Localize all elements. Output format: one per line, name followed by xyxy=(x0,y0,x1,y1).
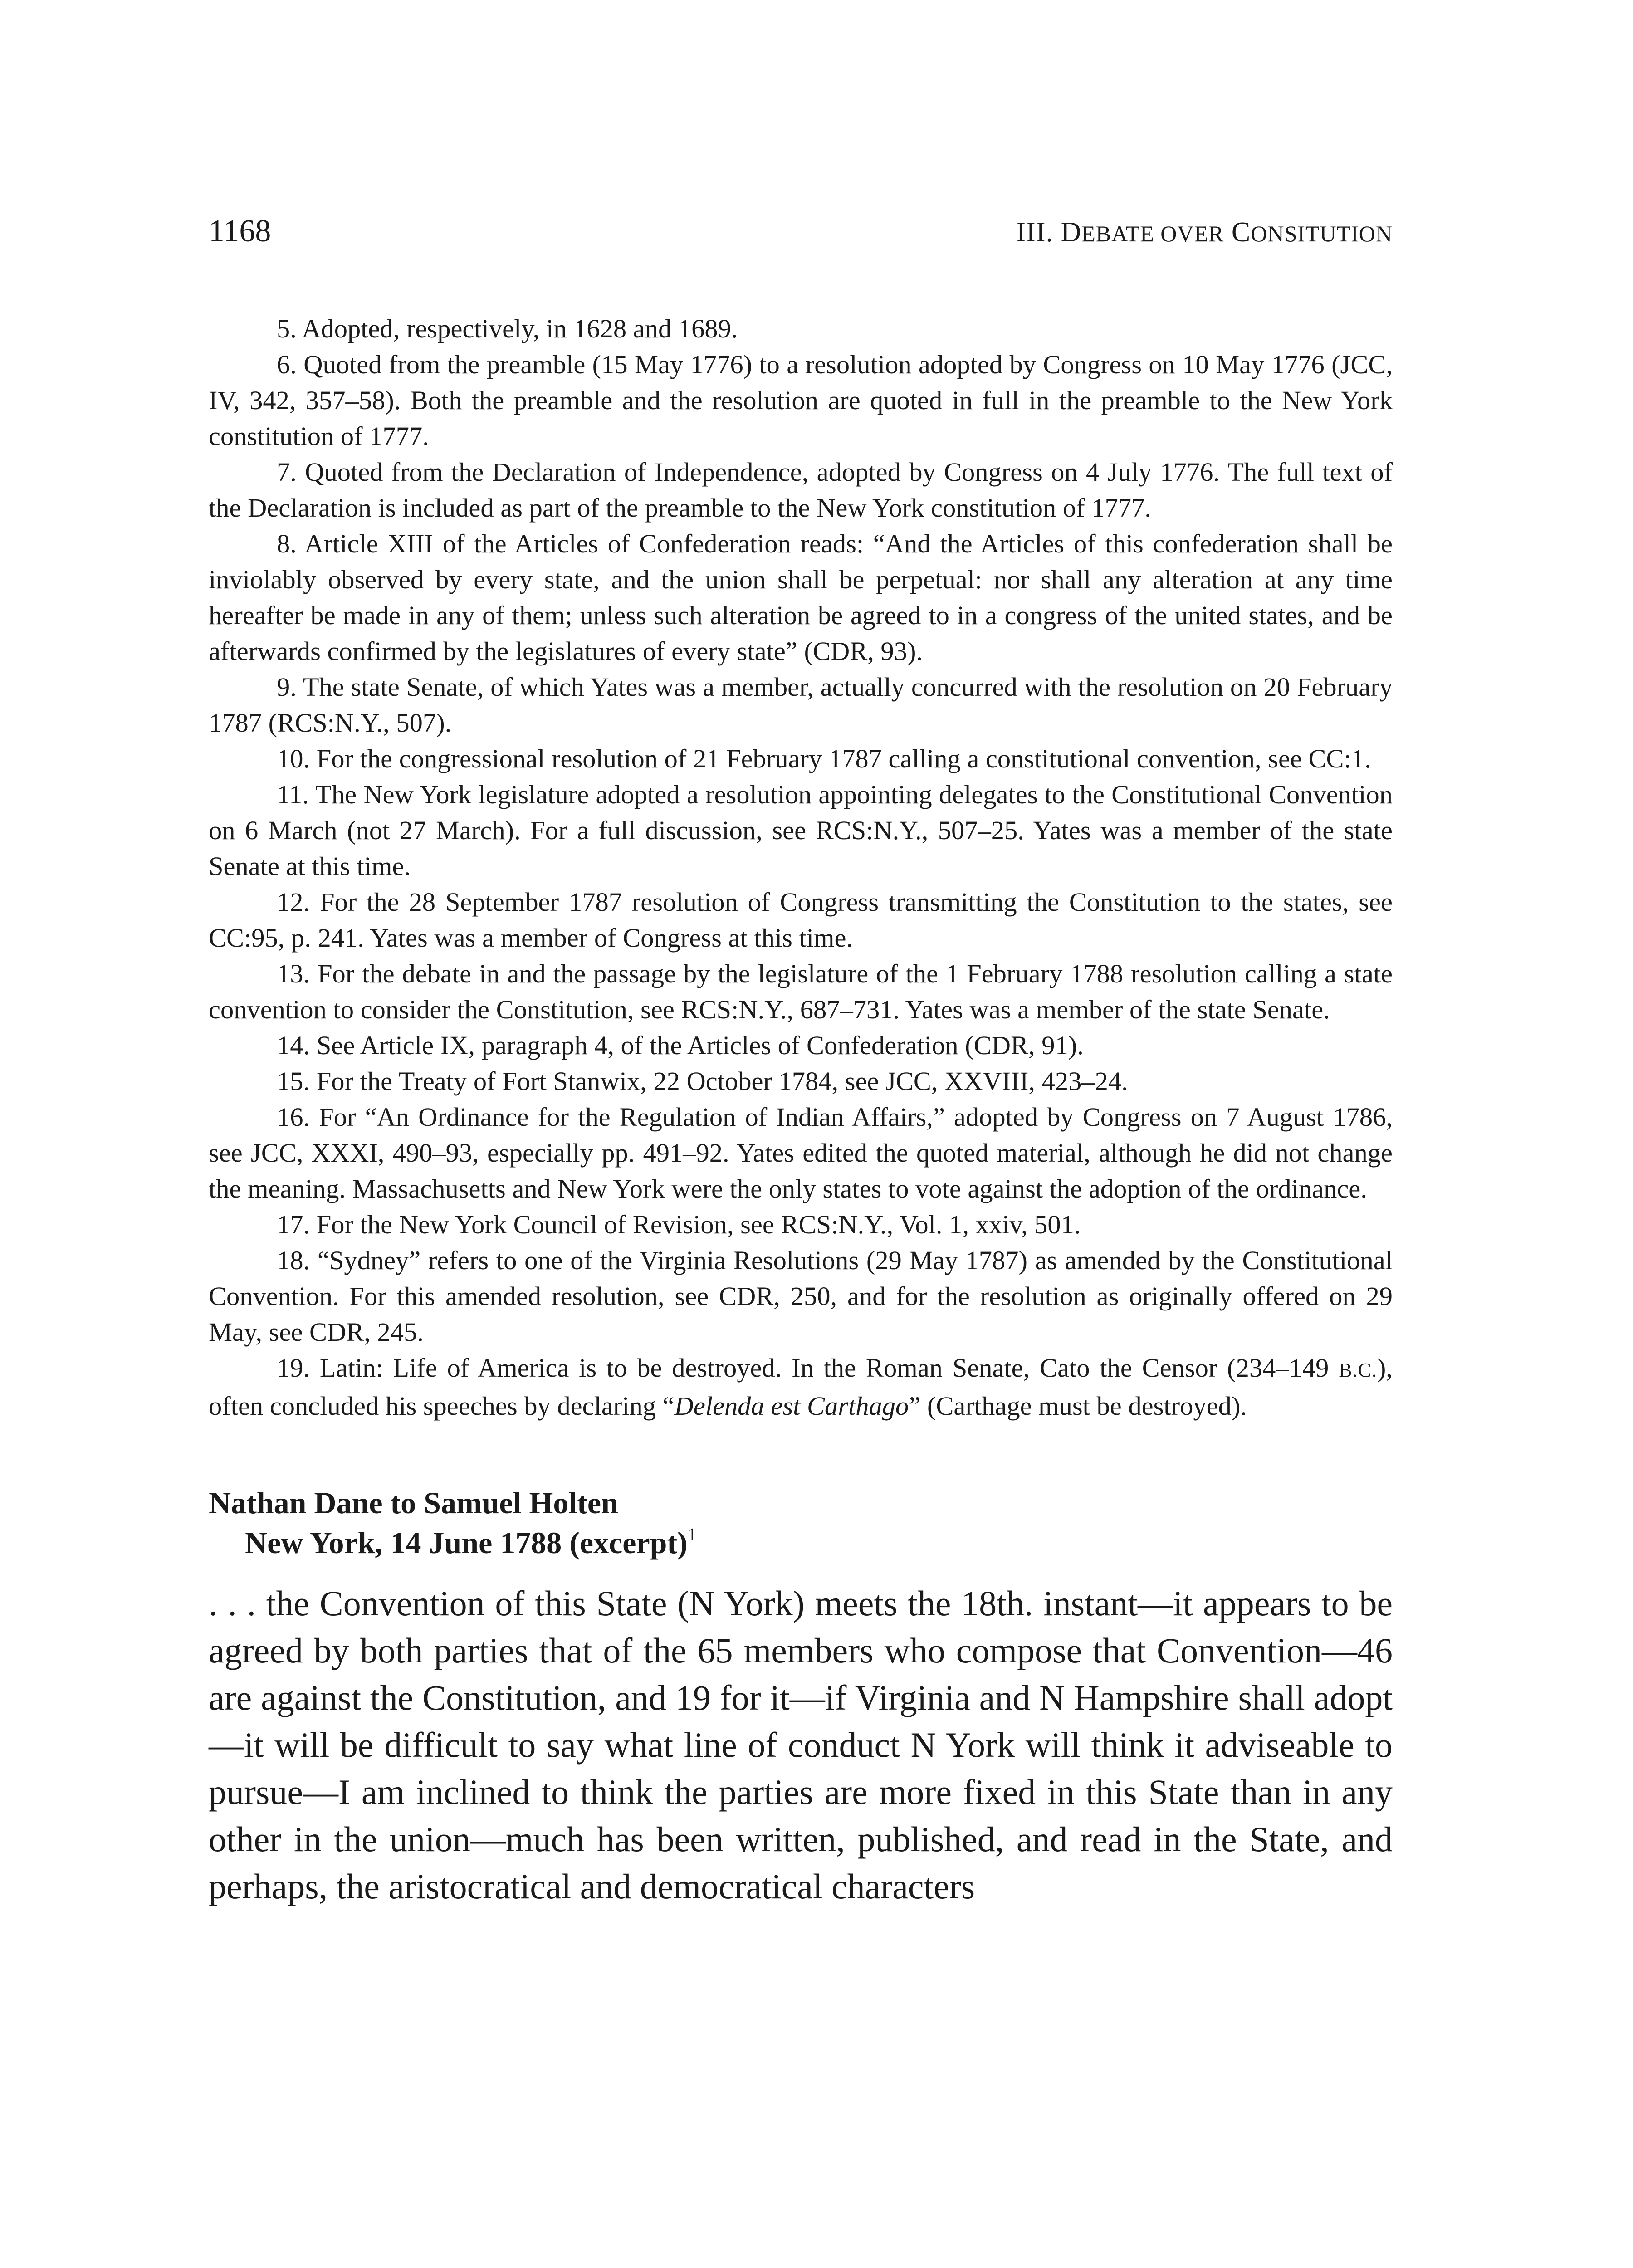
footnote-13: 13. For the debate in and the passage by the legislature of the 1 February 1788 resolution calling a state convention to consider the Constitution, see RCS:N.Y., 687–731. Yates was a member of the state Senate. xyxy=(209,959,1393,1024)
footnote-15: 15. For the Treaty of Fort Stanwix, 22 October 1784, see JCC, XXVIII, 423–24. xyxy=(277,1066,1128,1096)
footnote-10: 10. For the congressional resolution of 21 February 1787 calling a constitutional convention, see CC:1. xyxy=(277,744,1371,773)
footnote-17: 17. For the New York Council of Revision, see RCS:N.Y., Vol. 1, xxiv, 501. xyxy=(277,1210,1081,1239)
page-number: 1168 xyxy=(209,214,271,249)
footnote-16: 16. For “An Ordinance for the Regulation of Indian Affairs,” adopted by Congress on 7 August 1786, see JCC, XXXI, 490–93, especially pp. 491–92. Yates edited the quoted material, although he did not change the meaning. Massachusetts and New York were the only states to vote against the adoption of the ordinance. xyxy=(209,1102,1393,1203)
footnote-19: 19. Latin: Life of America is to be destroyed. In the Roman Senate, Cato the Censor (234–149 B.C.), often concluded his speeches by declaring “Delenda est Carthago” (Carthage must be destroyed). xyxy=(209,1353,1393,1421)
footnote-14: 14. See Article IX, paragraph 4, of the Articles of Confederation (CDR, 91). xyxy=(277,1031,1084,1060)
section-title: III. DEBATE OVER CONSITUTION xyxy=(1016,217,1393,248)
letter-date: New York, 14 June 1788 (excerpt)$^1$ xyxy=(245,1524,697,1560)
running-head xyxy=(209,213,1393,268)
footnote-7: 7. Quoted from the Declaration of Independence, adopted by Congress on 4 July 1776. The full text of the Declaration is included as part of the preamble to the New York constitution of 1777. xyxy=(209,457,1393,523)
letter-title: Nathan Dane to Samuel Holten xyxy=(209,1486,618,1520)
footnote-marker: 1 xyxy=(687,1524,697,1545)
footnote-8: 8. Article XIII of the Articles of Confederation reads: “And the Articles of this confederation shall be inviolably observed by every state, and the union shall be perpetual: nor shall any alteration at any time hereafter be made in any of them; unless such alteration be agreed to in a congress of the united states, and be afterwards confirmed by the legislatures of every state” (CDR, 93). xyxy=(209,529,1393,666)
page xyxy=(209,213,1393,1945)
footnote-6: 6. Quoted from the preamble (15 May 1776) to a resolution adopted by Congress on 10 May 1776 (JCC, IV, 342, 357–58). Both the preamble and the resolution are quoted in full in the preamble to the New York constitution of 1777. xyxy=(209,350,1393,451)
footnotes xyxy=(209,311,1393,1424)
footnote-5: 5. Adopted, respectively, in 1628 and 1689. xyxy=(277,314,738,343)
letter-body: . . . the Convention of this State (N York) meets the 18th. instant—it appears to be agreed by both parties that of the 65 members who compose that Convention—46 are against the Constitution, and 19 for it—if Virginia and N Hampshire shall adopt—it will be difficult to say what line of conduct N York will think it adviseable to pursue—I am inclined to think the parties are more fixed in this State than in any other in the union—much has been written, published, and read in the State, and perhaps, the aristocratical and democratical characters xyxy=(209,1584,1393,1906)
footnote-11: 11. The New York legislature adopted a resolution appointing delegates to the Constitutional Convention on 6 March (not 27 March). For a full discussion, see RCS:N.Y., 507–25. Yates was a member of the state Senate at this time. xyxy=(209,780,1393,881)
letter-heading xyxy=(209,1483,1393,1563)
footnote-12: 12. For the 28 September 1787 resolution of Congress transmitting the Constitution to the states, see CC:95, p. 241. Yates was a member of Congress at this time. xyxy=(209,887,1393,953)
footnote-9: 9. The state Senate, of which Yates was a member, actually concurred with the resolution on 20 February 1787 (RCS:N.Y., 507). xyxy=(209,672,1393,738)
footnote-18: 18. “Sydney” refers to one of the Virginia Resolutions (29 May 1787) as amended by the Constitutional Convention. For this amended resolution, see CDR, 250, and for the resolution as originally offered on 29 May, see CDR, 245. xyxy=(209,1246,1393,1347)
